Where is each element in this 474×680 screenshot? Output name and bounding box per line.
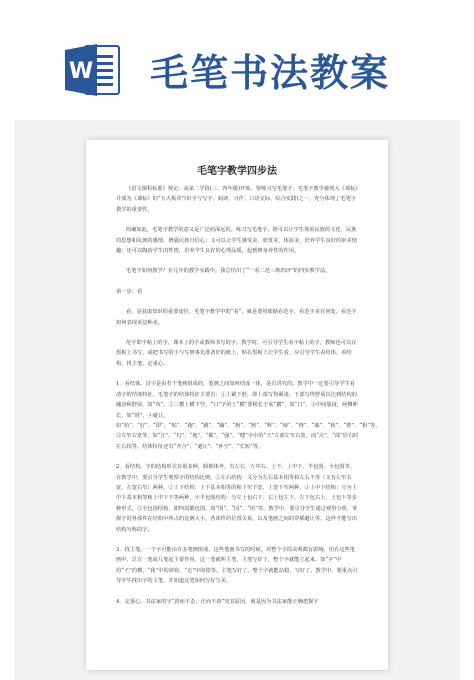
paragraph: 看，是获取知识的重要途径。毛笔字教学中的“看”，就是要用眼睛看范字，看范字美在何处，看范字如何表现美这种美。 [116,309,357,326]
paragraph: 《语文课程标准》规定：从第二学段(三、四年级)开始，要练习写毛笔字。毛笔字教学被列入《课标》并成为《课标》的“五大板块”(识字与写字、阅读、习作、口语交际、综合实践)之一，充分体现了毛笔字教学的重要性。 [116,186,358,213]
banner-title: 毛笔书法教案 [150,51,391,95]
document-page[interactable] [86,140,388,670]
paragraph: 3．找主笔。一个字可能由许多笔画组成，这些笔画书写的时候，对整个字的美观都有影响。但在这些笔画中，总有一笔或几笔起主要作用，这一笔就叫主笔，主笔写好了，整个字就能立起来。如“字”中的“子”的横，“我”中的斜钩，“走”中的捺等。主笔写好了，整个字就能站稳，写好了。教学中，要重点引导学生找出字的主笔，并知道这笔如何写好写美。 [116,546,358,585]
paragraph: 4．定重心。书法家的字“斜而不歪，正而不斜”究其原因，就是因为书法家能正确把握字 [116,598,319,605]
section-heading: 第一步：看 [116,288,143,295]
logo-letter: W [68,59,94,84]
paragraph: 2．看结构。字的结构形式有很多种，除独体外，有左右、左中右、上下、上中下、半包围、全包围等。在教学中，要引导学生观察字的结构比例。①左右结构：又分为左右基本相等和左右不等（又有左窄右宽、左宽右窄）两种，②上下结构：上下基本相等的和上窄下宽、上宽下窄两种，③上中下结构：分为上中下基本相等和上中下不等两种，④半包围结构：分左上包右下、右上包左下、左下包右上、上包下等多种形式，⑤全包围结构，即四周都包围，如“国”、“园”、“团”等。教学中，要引导学生通过观察分析，掌握字的各部件在结构中所占的比例大小，各部件的位置关系，以及笔画之间的穿插避让等，这样才能写出结构匀称的字。 [116,464,358,533]
document-body [116,184,381,617]
word-document-icon [63,40,123,100]
paragraph: 毛笔字如何教学？在几年的教学实践中，我总结出了“一看二范三练四评”的四步教学法。 [126,268,331,275]
document-title: 毛笔字教学四步法 [197,166,277,177]
paragraph: 范字即字帖上的字，课本上的字或教师书写的字。教学时，可引导学生看字帖上的字，教师也可以在黑板上书写，或把书写的字与写到事先准备好的纸上，贴在黑板上让学生看。应引导学生看结体、看结构、找主笔、定重心。 [116,340,357,367]
banner [0,0,474,130]
paragraph: 的确如此，毛笔字教学的意义是广泛而深远的。练习写毛笔字，既可以让学生体验民族的文化、民族的思想和民族的感情，增强民族自信心；又可以让学生感受美、欣赏美、体验美，培养学生良好的审美情趣；还可以陶冶学生的性情，培养学生良好的心理品质，起到修身养性的作用。 [116,227,357,255]
paragraph: 1．看结体。汉字是由若干笔画组成的，笔画之间如何结成一体，是有讲究的。教学中一定要引导学生看清字的结体特征。毛笔字的结体特征主要有：①上紧下舒，即上部写得紧凑，下部写得舒展以达到结构的融洽和舒展，如“布”，②三横上横下竖，“口”字的上“横”要稍长于底“横”，如“日”，③中间靠拢，两侧伸长，如“班”，④避让，如“始”、“好”、“即”、“贴”、“跑”、“跳”、“蹦”、“狗”、“熙”、“辉”、“缔”、“绕”、“邮”、“和”、“群”、“相”等，⑤左窄右宽等，如“江”、“灯”、“地”、“都”、“强”、“健”字中的“王”左部左窄右宽，而“点”、“部”居右时左右相等，结体特征还有“开合”、“避让”、“补空”、“长短”等。 [116,381,381,450]
